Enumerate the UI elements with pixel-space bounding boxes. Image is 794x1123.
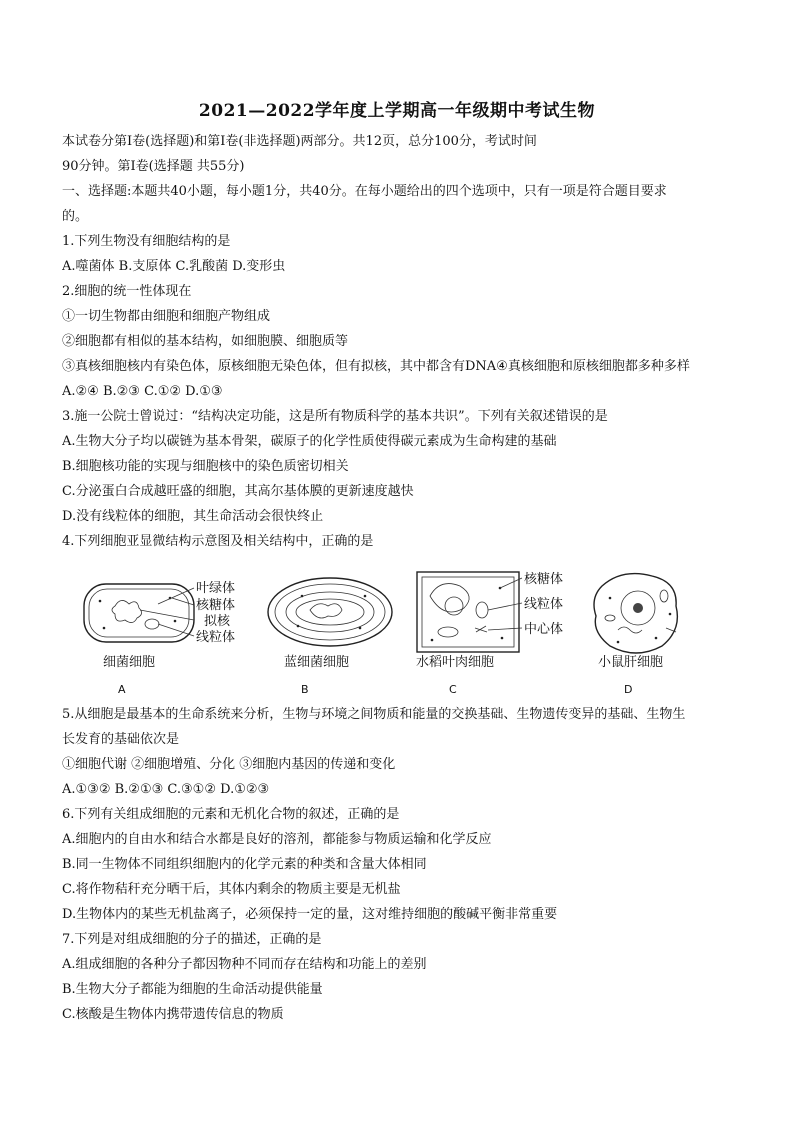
exam-title: 2021—2022学年度上学期高一年级期中考试生物 [198,101,596,121]
question-1-options: A.噬菌体 B.支原体 C.乳酸菌 D.变形虫 [62,259,286,274]
question-6-option-a: A.细胞内的自由水和结合水都是良好的溶剂，都能参与物质运输和化学反应 [62,832,492,847]
intro-line: 90分钟。第Ⅰ卷(选择题 共55分) [62,159,245,174]
question-7-option-c: C.核酸是生物体内携带遗传信息的物质 [62,1007,284,1022]
question-2-statement: ②细胞都有相似的基本结构，如细胞膜、细胞质等 [62,334,349,349]
bacterial-cell-drawing [84,584,194,642]
figure-letter-c: C [449,683,457,696]
question-3-option-a: A.生物大分子均以碳链为基本骨架，碳原子的化学性质使得碳元素成为生命构建的基础 [62,434,557,449]
question-6-option-c: C.将作物秸秆充分晒干后，其体内剩余的物质主要是无机盐 [62,882,401,897]
label-centrosome-c: 中心体 [524,622,564,637]
intro-line: 本试卷分第Ⅰ卷(选择题)和第Ⅰ卷(非选择题)两部分。共12页，总分100分，考试时间 [62,134,537,149]
label-mitochondrion-c: 线粒体 [524,597,564,612]
question-1-stem: 1.下列生物没有细胞结构的是 [62,234,231,249]
cyanobacteria-cell-drawing [268,578,392,646]
cell-diagram-figure [70,566,720,700]
rice-leaf-cell-drawing [417,572,522,652]
question-2-statement: ①一切生物都由细胞和细胞产物组成 [62,309,271,324]
question-6-option-d: D.生物体内的某些无机盐离子，必须保持一定的量，这对维持细胞的酸碱平衡非常重要 [62,907,558,922]
caption-bacterial-cell: 细菌细胞 [103,655,156,670]
question-5-statement: ①细胞代谢 ②细胞增殖、分化 ③细胞内基因的传递和变化 [62,757,396,772]
intro-line: 一、选择题:本题共40小题，每小题1分，共40分。在每小题给出的四个选项中，只有一项是符合题目要求 [62,184,667,199]
question-3-option-b: B.细胞核功能的实现与细胞核中的染色质密切相关 [62,459,349,474]
figure-letter-d: D [624,683,633,696]
question-7-option-a: A.组成细胞的各种分子都因物种不同而存在结构和功能上的差别 [62,957,427,972]
question-3-option-c: C.分泌蛋白合成越旺盛的细胞，其高尔基体膜的更新速度越快 [62,484,414,499]
mouse-liver-cell-drawing [594,574,677,653]
caption-rice-leaf-cell: 水稻叶肉细胞 [416,655,495,670]
question-5-stem-cont: 长发育的基础依次是 [62,732,180,747]
figure-letter-b: B [301,683,309,696]
label-ribosome-c: 核糖体 [524,572,564,587]
question-2-options: A.②④ B.②③ C.①② D.①③ [62,384,223,399]
question-3-option-d: D.没有线粒体的细胞，其生命活动会很快终止 [62,509,324,524]
question-6-option-b: B.同一生物体不同组织细胞内的化学元素的种类和含量大体相同 [62,857,427,872]
label-chloroplast: 叶绿体 [196,581,236,596]
caption-cyanobacteria-cell: 蓝细菌细胞 [284,655,350,670]
question-4-stem: 4.下列细胞亚显微结构示意图及相关结构中，正确的是 [62,534,374,549]
label-mitochondrion: 线粒体 [196,630,236,645]
question-5-options: A.①③② B.②①③ C.③①② D.①②③ [62,782,270,797]
label-ribosome: 核糖体 [196,598,236,613]
question-3-stem: 3.施一公院士曾说过：“结构决定功能，这是所有物质科学的基本共识”。下列有关叙述错误的是 [62,409,608,424]
question-2-stem: 2.细胞的统一性体现在 [62,284,192,299]
question-7-option-b: B.生物大分子都能为细胞的生命活动提供能量 [62,982,323,997]
question-7-stem: 7.下列是对组成细胞的分子的描述，正确的是 [62,932,322,947]
figure-letter-a: A [118,683,126,696]
intro-line: 的。 [62,209,89,224]
question-6-stem: 6.下列有关组成细胞的元素和无机化合物的叙述，正确的是 [62,807,400,822]
question-5-stem: 5.从细胞是最基本的生命系统来分析，生物与环境之间物质和能量的交换基础、生物遗传变异的基础、生物生 [62,707,686,722]
question-2-statement: ③真核细胞核内有染色体，原核细胞无染色体，但有拟核，其中都含有DNA④真核细胞和原核细胞都多种多样 [62,359,690,374]
caption-mouse-liver-cell: 小鼠肝细胞 [598,655,664,670]
label-nucleoid: 拟核 [204,614,231,629]
